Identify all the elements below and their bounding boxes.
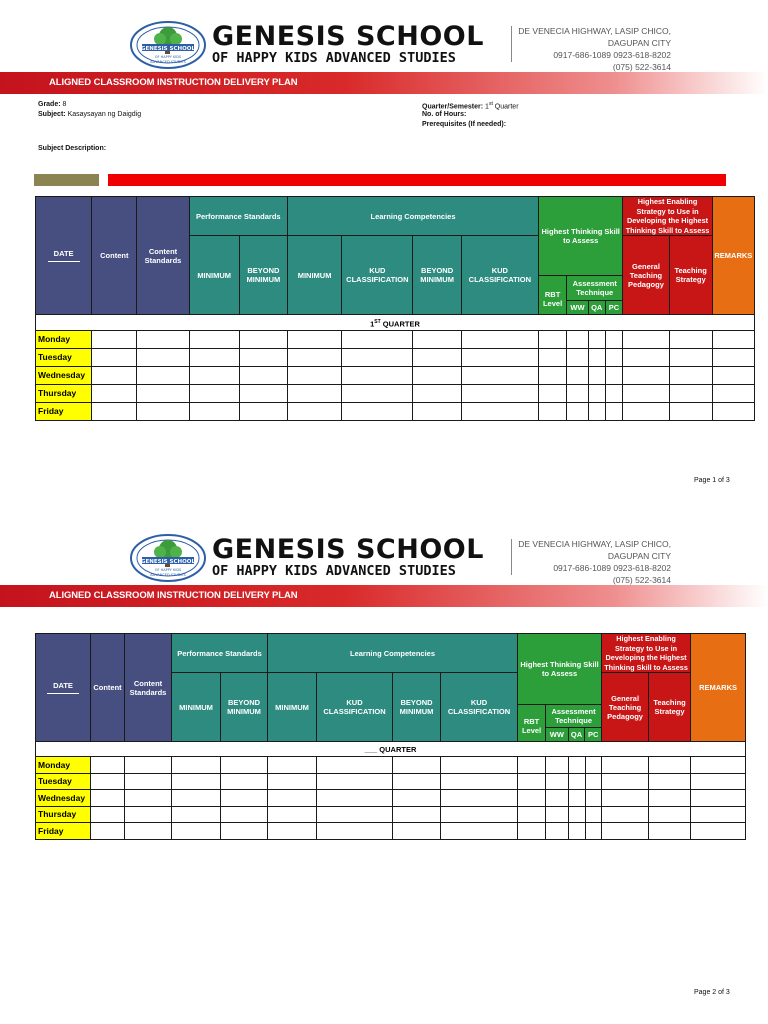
comp-minimum-kud-header: KUD CLASSIFICATION: [342, 236, 413, 315]
svg-text:OF HAPPY KIDS: OF HAPPY KIDS: [154, 568, 182, 572]
school-subtitle: OF HAPPY KIDS ADVANCED STUDIES: [212, 50, 456, 66]
performance-standards-header: Performance Standards: [172, 634, 268, 673]
day-tuesday: Tuesday: [36, 773, 91, 790]
page-number-2: Page 2 of 3: [694, 989, 730, 996]
teaching-strategy-header: Teaching Strategy: [669, 236, 712, 315]
day-friday: Friday: [36, 403, 92, 421]
subject-description-field: Subject Description:: [38, 145, 107, 152]
school-header: [0, 525, 768, 585]
highest-thinking-header: Highest Thinking Skill to Assess: [539, 197, 623, 276]
general-teaching-pedagogy-header: General Teaching Pedagogy: [623, 236, 669, 315]
olive-divider-bar: [34, 174, 99, 186]
delivery-plan-table: [35, 196, 755, 421]
subject-field: Subject: Kasaysayan ng Daigdig: [38, 111, 142, 118]
content-header: Content: [92, 197, 137, 315]
school-header: [0, 12, 768, 72]
date-header: DATE: [36, 634, 91, 742]
prerequisites-field: Prerequisites (If needed):: [422, 121, 507, 128]
day-rows-page-1: [36, 331, 755, 421]
svg-text:OF HAPPY KIDS: OF HAPPY KIDS: [154, 55, 182, 59]
learning-competencies-header: Learning Competencies: [268, 634, 518, 673]
assessment-technique-header: Assessment Technique WW QA PC: [567, 276, 623, 315]
day-wednesday: Wednesday: [36, 790, 91, 807]
comp-minimum-kud-header: KUD CLASSIFICATION: [317, 673, 393, 742]
remarks-header: REMARKS: [712, 197, 754, 315]
highest-enabling-strategy-header: Highest Enabling Strategy to Use in Developing the Highest Thinking Skill to Assess: [602, 634, 691, 673]
rbt-level-header: RBT Level: [518, 705, 546, 742]
quarter-field: Quarter/Semester: 1st Quarter: [422, 101, 519, 111]
plan-title-banner: [0, 72, 768, 94]
date-header: DATE: [36, 197, 92, 315]
header-divider: [511, 539, 512, 575]
pc-header: PC: [588, 730, 599, 740]
plan-title: ALIGNED CLASSROOM INSTRUCTION DELIVERY PLAN: [49, 590, 298, 601]
day-tuesday: Tuesday: [36, 349, 92, 367]
svg-text:ADVANCED STUDIES: ADVANCED STUDIES: [150, 573, 186, 577]
comp-beyond-kud-header: KUD CLASSIFICATION: [441, 673, 518, 742]
day-wednesday: Wednesday: [36, 367, 92, 385]
hours-field: No. of Hours:: [422, 111, 467, 118]
remarks-header: REMARKS: [691, 634, 746, 742]
highest-enabling-strategy-header: Highest Enabling Strategy to Use in Developing the Highest Thinking Skill to Assess: [623, 197, 712, 236]
content-standards-header: Content Standards: [125, 634, 172, 742]
quarter-row: 1ST QUARTER: [36, 315, 755, 331]
ww-header: WW: [567, 301, 589, 314]
svg-text:ADVANCED STUDIES: ADVANCED STUDIES: [150, 60, 186, 64]
comp-minimum-header: MINIMUM: [268, 673, 317, 742]
perf-minimum-header: MINIMUM: [189, 236, 239, 315]
day-rows-page-2: [36, 757, 746, 840]
learning-competencies-header: Learning Competencies: [287, 197, 538, 236]
plan-title: ALIGNED CLASSROOM INSTRUCTION DELIVERY PLAN: [49, 77, 298, 88]
school-logo: [129, 20, 207, 70]
school-subtitle: OF HAPPY KIDS ADVANCED STUDIES: [212, 563, 456, 579]
ww-header: WW: [546, 728, 569, 741]
day-thursday: Thursday: [36, 806, 91, 823]
delivery-plan-table: [35, 633, 746, 840]
school-name: GENESIS SCHOOL: [212, 21, 484, 52]
document-page-1: [0, 12, 768, 502]
highest-thinking-header: Highest Thinking Skill to Assess: [518, 634, 602, 705]
content-standards-header: Content Standards: [137, 197, 189, 315]
grade-field: Grade: 8: [38, 101, 67, 108]
school-address: DE VENECIA HIGHWAY, LASIP CHICO, DAGUPAN CITY 0917-686-1089 0923-618-8202 (075) 522-3614: [518, 26, 671, 72]
performance-standards-header: Performance Standards: [189, 197, 287, 236]
rbt-level-header: RBT Level: [539, 276, 567, 315]
svg-text:GENESIS SCHOOL: GENESIS SCHOOL: [141, 559, 195, 565]
school-name: GENESIS SCHOOL: [212, 534, 484, 565]
general-teaching-pedagogy-header: General Teaching Pedagogy: [602, 673, 649, 742]
perf-beyond-minimum-header: BEYOND MINIMUM: [239, 236, 287, 315]
content-header: Content: [91, 634, 125, 742]
day-thursday: Thursday: [36, 385, 92, 403]
day-monday: Monday: [36, 757, 91, 774]
quarter-row: ___ QUARTER: [36, 742, 746, 757]
day-friday: Friday: [36, 823, 91, 840]
qa-header: QA: [569, 728, 586, 741]
school-address: DE VENECIA HIGHWAY, LASIP CHICO, DAGUPAN CITY 0917-686-1089 0923-618-8202 (075) 522-3614: [518, 539, 671, 585]
teaching-strategy-header: Teaching Strategy: [649, 673, 691, 742]
day-monday: Monday: [36, 331, 92, 349]
comp-beyond-minimum-header: BEYOND MINIMUM: [413, 236, 461, 315]
plan-title-banner: [0, 585, 768, 607]
page-number-1: Page 1 of 3: [694, 477, 730, 484]
school-logo: [129, 533, 207, 583]
comp-beyond-kud-header: KUD CLASSIFICATION: [461, 236, 538, 315]
pc-header: PC: [608, 303, 620, 313]
red-divider-bar: [108, 174, 726, 186]
perf-beyond-minimum-header: BEYOND MINIMUM: [221, 673, 268, 742]
comp-beyond-minimum-header: BEYOND MINIMUM: [393, 673, 441, 742]
document-page-2: [0, 525, 768, 1015]
qa-header: QA: [589, 301, 606, 314]
svg-text:GENESIS SCHOOL: GENESIS SCHOOL: [141, 46, 195, 52]
header-divider: [511, 26, 512, 62]
assessment-technique-header: Assessment Technique WW QA PC: [546, 705, 602, 742]
perf-minimum-header: MINIMUM: [172, 673, 221, 742]
comp-minimum-header: MINIMUM: [287, 236, 341, 315]
